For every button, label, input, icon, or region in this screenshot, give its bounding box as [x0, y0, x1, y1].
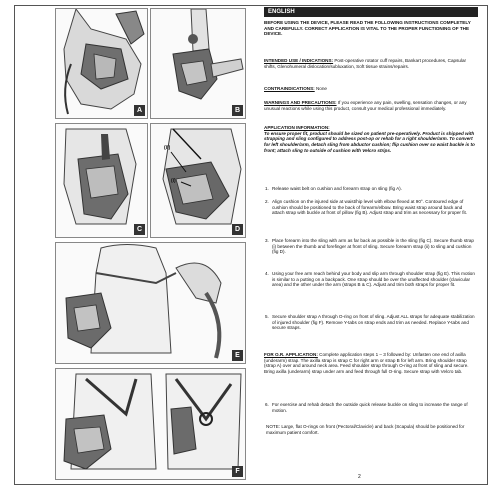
warnings-text: If you experience any pain, swelling, sensation changes, or any unusual reactions while using this product, consult your medical professional immediately. [264, 100, 467, 111]
figure-b-label: B [232, 105, 243, 116]
contraindications-section [264, 86, 476, 92]
figure-a-label: A [134, 105, 145, 116]
figure-b-illustration [151, 9, 246, 119]
figure-e [55, 242, 246, 364]
step-4 [265, 271, 476, 288]
indications-heading: INTENDED USE / INDICATIONS: [264, 58, 334, 63]
figure-f-label: F [232, 466, 243, 477]
figure-e-illustration [56, 243, 246, 364]
page-number: 2 [358, 474, 361, 480]
callout-i: (i) [171, 178, 176, 184]
step-text: Using your free arm reach behind your body and slip arm through shoulder strap (fig E). This motion is similar to a putting on a backpack. One strap should be over the unaffected shoulder (clavicular area) and the other under the arm (straps B & C). Adjust and trim both straps for proper fit. [272, 271, 475, 288]
step-number: 3. [265, 238, 269, 243]
figure-c-illustration [56, 124, 148, 238]
callout-ii: (ii) [164, 145, 171, 151]
warnings-heading: WARNINGS AND PRECAUTIONS: [264, 100, 337, 105]
application-heading: APPLICATION INFORMATION: [264, 125, 330, 130]
note: NOTE: Large, flat O-rings on front (Pectoral/Clavicle) and back (Scapula) should be positioned for maximum patient comfort. [266, 424, 465, 435]
step-number: 2. [265, 199, 269, 204]
figure-d [150, 123, 246, 238]
step-2 [265, 199, 476, 216]
step-5 [265, 314, 476, 331]
warnings-section [264, 100, 476, 111]
step-text: Release waist belt on cushion and forearm strap on sling (fig A). [272, 186, 402, 191]
figure-a [55, 8, 148, 119]
or-application-section [264, 352, 476, 375]
step-text: Secure shoulder strap A through O-ring on front of sling. Adjust ALL straps for adequate stabilization of injured shoulder (fig F). Remove Y-tabs on strap ends and trim as needed. Replace Y-tabs and secure straps. [272, 314, 475, 331]
step-number: 4. [265, 271, 269, 276]
figure-e-label: E [232, 350, 243, 361]
indications-section [264, 58, 476, 69]
contraindications-text: None [314, 86, 327, 91]
step-text: For exercise and rehab detach the outside quick release buckle on sling to increase the range of motion. [272, 402, 468, 413]
step-number: 1. [265, 186, 269, 191]
step-text: Place forearm into the sling with arm as far back as possible in the sling (fig C). Secure thumb strap (i) between the thumb and forefinger at front of sling. Secure forearm strap (ii) to sling and cushion (fig D). [272, 238, 474, 255]
contraindications-heading: CONTRAINDICATIONS: [264, 86, 315, 91]
figure-f [55, 368, 246, 480]
figure-d-illustration [151, 124, 246, 238]
step-3 [265, 238, 476, 255]
language-tab: ENGLISH [264, 7, 478, 17]
figure-a-illustration [56, 9, 148, 119]
figure-f-illustration [56, 369, 246, 480]
step-number: 6. [265, 402, 269, 407]
figure-d-label: D [232, 224, 243, 235]
step-6 [265, 402, 476, 413]
step-number: 5. [265, 314, 269, 319]
or-application-heading: FOR O.R. APPLICATION: [264, 352, 318, 357]
figure-b [150, 8, 246, 119]
or-application-text: Complete application steps 1 – 3 followed by: Unfasten one end of axilla (underarm) strap. The axilla strap is strap C for right arm or strap B for left arm. Bring shoulder strap (strap A) over and around neck area. Feed shoulder strap through O-ring at front of sling and secure. Bring axilla (underarm) strap under arm and feed through full O-ring. Secure strap with Velcro tab. [264, 352, 469, 375]
indications-text: Post-operative rotator cuff repairs, Bankart procedures, Capsular shifts, Glenohumeral dislocation/subluxation, Soft tissue strains/repairs. [264, 58, 467, 69]
figure-c [55, 123, 148, 238]
intro-warning: BEFORE USING THE DEVICE, PLEASE READ THE FOLLOWING INSTRUCTIONS COMPLETELY AND CAREFULLY. CORRECT APPLICATION IS VITAL TO THE PROPER FUNCTIONING OF THE DEVICE. [264, 20, 471, 37]
step-1 [265, 186, 476, 192]
figure-c-label: C [134, 224, 145, 235]
application-text: To ensure proper fit, product should be sized on patient pre-operatively. Product is shipped with strapping and sling configured to address post-op or rehab for a right shoulder/arm. To convert for left shoulder/arm, detach sling from abductor cushion; flip cushion over so waist buckle is to front; attach sling to outside of cushion with Velcro strips. [264, 130, 475, 153]
step-text: Align cushion on the injured side at waist/hip level with elbow flexed at 90°. Contoured edge of cushion should be positioned to the back of forearm/elbow. Bring waist strap around back and attach strap with buckle at front of pillow (fig B). Adjust strap and trim as necessary for proper fit. [272, 199, 468, 216]
application-section [264, 125, 476, 154]
